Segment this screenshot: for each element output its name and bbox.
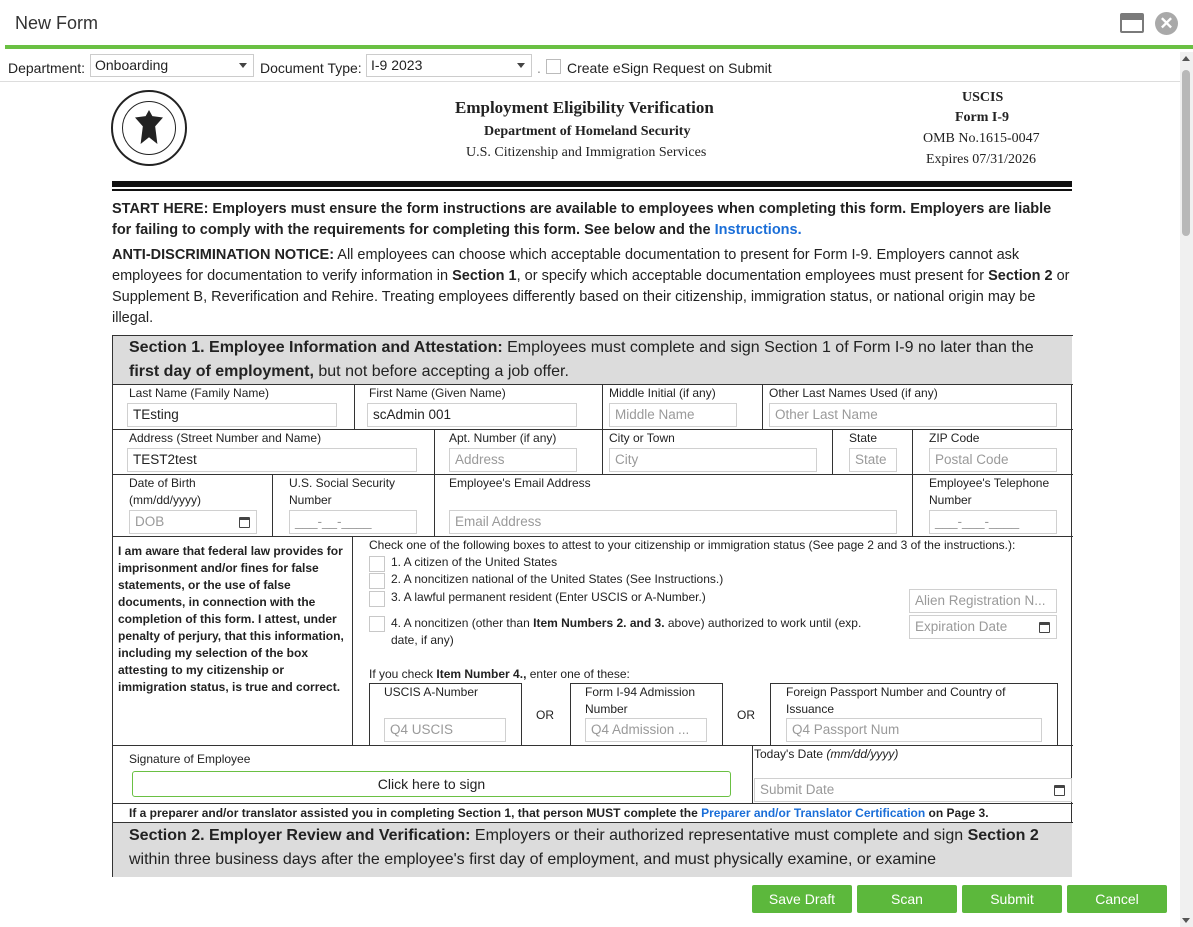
section1-title-bold2: first day of employment, (129, 363, 314, 380)
city-label: City or Town (609, 431, 675, 445)
section2-title-bold2: Section 2 (967, 827, 1039, 844)
calendar-icon[interactable] (1054, 785, 1065, 796)
submit-date-placeholder: Submit Date (760, 782, 835, 797)
today-label-text: Today's Date (754, 747, 823, 761)
passport-label: Foreign Passport Number and Country of Issuance (786, 685, 1006, 716)
last-name-label: Last Name (Family Name) (129, 386, 270, 400)
toolbar (0, 50, 1193, 82)
anti-discrimination-notice (112, 245, 1072, 329)
anti-section2: Section 2 (988, 268, 1053, 284)
check-intro: Check one of the following boxes to attest to your citizenship or immigration status (See page 2 and 3 of the instructions.): (369, 538, 1016, 552)
uscis-label: USCIS A-Number (384, 685, 479, 699)
middle-initial-label: Middle Initial (if any) (609, 386, 716, 400)
anti-text-1: All employees can choose which acceptable documentation to present for Form I-9. Employers cannot ask employees for documentation to verify information in (112, 247, 1020, 284)
dob-placeholder: DOB (135, 514, 165, 529)
esign-label: Create eSign Request on Submit (567, 60, 772, 76)
footer-actions (0, 877, 1180, 927)
calendar-icon[interactable] (1039, 622, 1050, 633)
preparer-notice (129, 805, 1069, 822)
calendar-icon[interactable] (239, 517, 250, 528)
preparer-link[interactable]: Preparer and/or Translator Certification (701, 806, 926, 820)
address-label: Address (Street Number and Name) (129, 431, 322, 445)
section1-title-rest: Employees must complete and sign Section 1 of Form I-9 no later than the (507, 339, 1034, 356)
department-select[interactable] (90, 54, 254, 77)
option1-label: 1. A citizen of the United States (391, 555, 558, 569)
passport-input[interactable]: Q4 Passport Num (786, 718, 1042, 742)
state-input[interactable]: State (849, 448, 897, 472)
form-number: Form I-9 (955, 110, 1010, 125)
last-name-input[interactable]: TEsting (127, 403, 337, 427)
preparer-text-b: on Page 3. (928, 806, 989, 820)
zip-label: ZIP Code (929, 431, 980, 445)
expiration-placeholder: Expiration Date (915, 619, 1008, 634)
state-label: State (849, 431, 878, 445)
today-format: (mm/dd/yyyy) (826, 747, 899, 761)
section2-title-rest2: within three business days after the employee's first day of employment, and must physically examine, or examine (129, 851, 936, 868)
esign-checkbox[interactable] (546, 59, 561, 74)
citizen-checkbox[interactable] (369, 556, 385, 572)
anti-text-2: , or specify which acceptable documentation employees must present for (516, 268, 985, 284)
option3-label: 3. A lawful permanent resident (Enter USCIS or A-Number.) (391, 590, 706, 604)
dhs-seal (111, 90, 187, 166)
doctype-label: Document Type: (260, 60, 362, 76)
form-content (5, 82, 1177, 877)
permanent-resident-checkbox[interactable] (369, 591, 385, 607)
or-label-2: OR (737, 708, 755, 722)
anti-label: ANTI-DISCRIMINATION NOTICE: (112, 247, 335, 263)
attestation-text: I am aware that federal law provides for imprisonment and/or fines for false statements, or the use of false documents, in connection with the completion of this form. I attest, under penalty of perjury, that this information, including my selection of the box attesting to my citizenship or immigration status, is true and correct. (118, 544, 344, 694)
section1-title-bold: Section 1. Employee Information and Attestation: (129, 339, 503, 356)
opt4-b: Item Numbers 2. (533, 616, 627, 630)
opt4-c: and (629, 616, 652, 630)
chevron-down-icon (517, 63, 525, 68)
dob-input[interactable] (129, 510, 257, 534)
city-input[interactable]: City (609, 448, 817, 472)
preparer-text-a: If a preparer and/or translator assisted you in completing Section 1, that person MUST complete the (129, 806, 698, 820)
anti-text-3: or Supplement B, Reverification and Rehire. Treating employees differently based on their citizenship, immigration status, or national origin may be illegal. (112, 268, 1070, 326)
expiration: Expires 07/31/2026 (926, 152, 1037, 167)
doctype-value: I-9 2023 (371, 57, 423, 73)
start-here-notice (112, 199, 1072, 241)
section2-title-bold: Section 2. Employer Review and Verification: (129, 827, 471, 844)
i94-label: Form I-94 Admission Number (585, 685, 696, 716)
opt4-a: 4. A noncitizen (other than (391, 616, 530, 630)
apt-label: Apt. Number (if any) (449, 431, 557, 445)
first-name-input[interactable]: scAdmin 001 (367, 403, 577, 427)
close-icon[interactable]: ✕ (1155, 12, 1178, 35)
item4-b: Item Number 4., (436, 667, 527, 681)
phone-label: Employee's Telephone Number (929, 476, 1050, 507)
department-label: Department: (8, 60, 86, 76)
start-here-text: START HERE: Employers must ensure the form instructions are available to employees when completing this form. Employers are liable for failing to comply with the requirements for completing this form. See below and the (112, 201, 1052, 238)
doctype-select[interactable] (366, 54, 532, 77)
or-label-1: OR (536, 708, 554, 722)
accent-line (5, 45, 1193, 49)
ssn-input[interactable]: ___-__-____ (289, 510, 417, 534)
today-date-label (754, 746, 898, 763)
window-title: New Form (15, 13, 99, 33)
cancel-button[interactable]: Cancel (1067, 885, 1167, 913)
maximize-icon[interactable] (1120, 13, 1144, 33)
section2-title (129, 824, 1064, 872)
apt-input[interactable]: Address (449, 448, 577, 472)
section1-title (129, 336, 1059, 384)
title-bar (0, 0, 1193, 46)
other-names-label: Other Last Names Used (if any) (769, 386, 938, 400)
first-name-label: First Name (Given Name) (369, 386, 506, 400)
i94-input[interactable]: Q4 Admission ... (585, 718, 707, 742)
section1-grid (112, 335, 1072, 877)
vertical-scrollbar[interactable] (1180, 52, 1193, 927)
form-title: Employment Eligibility Verification (455, 98, 714, 117)
ssn-label: U.S. Social Security Number (289, 476, 396, 507)
submit-date-input[interactable] (754, 778, 1072, 802)
address-input[interactable]: TEST2test (127, 448, 417, 472)
scroll-up-icon[interactable] (1182, 56, 1190, 61)
alien-registration-input[interactable]: Alien Registration N... (909, 589, 1057, 613)
expiration-date-input[interactable] (909, 615, 1057, 639)
item4-a: If you check (369, 667, 434, 681)
middle-initial-input[interactable]: Middle Name (609, 403, 737, 427)
header-rule (112, 181, 1072, 187)
option2-label: 2. A noncitizen national of the United States (See Instructions.) (391, 572, 724, 586)
separator-dot: . (537, 60, 541, 76)
email-label: Employee's Email Address (449, 476, 591, 490)
item4-c: enter one of these: (529, 667, 630, 681)
noncitizen-authorized-checkbox[interactable] (369, 616, 385, 632)
uscis-label: USCIS (962, 90, 1004, 105)
section2-title-rest: Employers or their authorized representative must complete and sign (474, 827, 964, 844)
anti-section1: Section 1 (452, 268, 517, 284)
instructions-link[interactable]: Instructions. (714, 222, 802, 238)
submit-button[interactable]: Submit (962, 885, 1062, 913)
other-names-input[interactable]: Other Last Name (769, 403, 1057, 427)
opt4-d: 3. (654, 616, 665, 630)
scroll-down-icon[interactable] (1182, 918, 1190, 923)
dob-label: Date of Birth (mm/dd/yyyy) (129, 476, 201, 507)
signature-label: Signature of Employee (129, 752, 251, 766)
header-rule-thin (112, 189, 1072, 191)
phone-input[interactable]: ___-___-____ (929, 510, 1057, 534)
item4-instructions (369, 666, 630, 683)
zip-input[interactable]: Postal Code (929, 448, 1057, 472)
sign-button[interactable]: Click here to sign (132, 771, 731, 797)
section1-title-rest2: but not before accepting a job offer. (318, 363, 569, 380)
form-department: Department of Homeland Security (484, 124, 691, 139)
department-value: Onboarding (95, 57, 169, 73)
scroll-thumb[interactable] (1182, 70, 1190, 236)
noncitizen-national-checkbox[interactable] (369, 573, 385, 589)
scan-button[interactable]: Scan (857, 885, 957, 913)
opt4-e: above) authorized to work until (exp. date, if any) (391, 616, 862, 647)
option4-label (391, 615, 891, 649)
save-draft-button[interactable]: Save Draft (752, 885, 852, 913)
email-input[interactable]: Email Address (449, 510, 897, 534)
uscis-input[interactable]: Q4 USCIS (384, 718, 506, 742)
chevron-down-icon (239, 63, 247, 68)
form-agency: U.S. Citizenship and Immigration Services (466, 145, 707, 160)
omb-number: OMB No.1615-0047 (923, 131, 1040, 146)
